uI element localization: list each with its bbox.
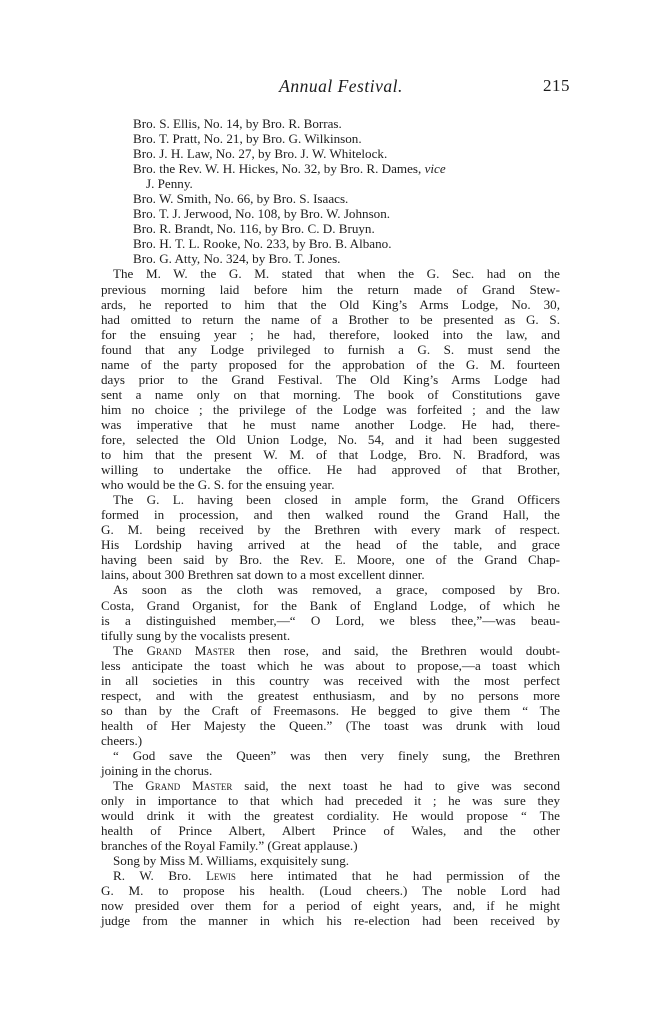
small-caps-name: Grand Master (146, 642, 235, 658)
line-prefix: The (113, 642, 147, 658)
text-line: to him that the present W. M. of that Lodge, Bro. N. Bradford, was (101, 447, 560, 463)
text-line: branches of the Royal Family.” (Great applause.) (101, 838, 358, 854)
line-prefix: R. W. Bro. (113, 868, 206, 884)
text-line: name of the party proposed for the approbation of the G. M. fourteen (101, 356, 560, 372)
body-text (101, 116, 560, 929)
text-line: only in importance to that which had preceded it ; he was sure they (101, 793, 560, 809)
text-line: joining in the chorus. (101, 763, 213, 779)
text-line: had omitted to return the name of a Brother to be presented as G. S. (101, 311, 560, 327)
text-line: ards, he reported to him that the Old King’s Arms Lodge, No. 30, (101, 296, 560, 312)
text-line: Bro. W. Smith, No. 66, by Bro. S. Isaacs. (133, 191, 349, 207)
text-line: days prior to the Grand Festival. The Old King’s Arms Lodge had (101, 371, 560, 387)
text-line: fore, selected the Old Union Lodge, No. 54, and it had been suggested (101, 431, 560, 447)
text-line: As soon as the cloth was removed, a grace, composed by Bro. (113, 582, 560, 598)
text-line: respect, and with the greatest enthusiasm, and by no persons more (101, 687, 560, 703)
text-line (101, 778, 560, 793)
text-line: was imperative that he must name another Lodge. He had, there- (101, 416, 560, 432)
text-line: less anticipate the toast which he was about to propose,—a toast which (101, 657, 560, 673)
text-line: judge from the manner in which his re-election had been received by (101, 913, 560, 929)
text-line: found that any Lodge privileged to furnish a G. S. must send the (101, 341, 560, 357)
text-line: is a distinguished member,—“ O Lord, we bless thee,”—was beau- (101, 612, 560, 628)
text-line: health of Her Majesty the Queen.” (The toast was drunk with loud (101, 717, 560, 733)
line-rest: here intimated that he had permission of the (235, 868, 561, 884)
text-line (101, 643, 560, 658)
running-title: Annual Festival. (279, 76, 403, 96)
small-caps-name: Grand Master (145, 778, 233, 794)
text-line (101, 868, 560, 883)
text-line: lains, about 300 Brethren sat down to a most excellent dinner. (101, 567, 425, 583)
text-line: who would be the G. S. for the ensuing year. (101, 477, 335, 493)
small-caps-name: Lewis (205, 868, 236, 884)
page-number: 215 (543, 76, 570, 95)
text-line: The M. W. the G. M. stated that when the G. Sec. had on the (113, 266, 560, 282)
line-rest: then rose, and said, the Brethren would doubt- (234, 642, 560, 658)
text-line: Costa, Grand Organist, for the Bank of England Lodge, of which he (101, 597, 560, 613)
text-line: G. M. to propose his health. (Loud cheers.) The noble Lord had (101, 883, 560, 899)
text-line (101, 161, 560, 176)
text-line: Bro. T. Pratt, No. 21, by Bro. G. Wilkinson. (133, 131, 362, 147)
italic-word: vice (424, 161, 446, 177)
text-line: Bro. R. Brandt, No. 116, by Bro. C. D. Bruyn. (133, 221, 375, 237)
line-text: Bro. the Rev. W. H. Hickes, No. 32, by Bro. R. Dames, (133, 161, 425, 177)
line-prefix: The (113, 778, 146, 794)
page-header (112, 76, 570, 102)
text-line: cheers.) (101, 732, 143, 748)
text-line: in all societies in this country was received with the most perfect (101, 672, 560, 688)
text-line: J. Penny. (146, 176, 193, 192)
text-line: Bro. H. T. L. Rooke, No. 233, by Bro. B. Albano. (133, 236, 392, 252)
text-line: G. M. being received by the Brethren with every mark of respect. (101, 522, 560, 538)
text-line: for the ensuing year ; he had, therefore, looked into the law, and (101, 326, 560, 342)
text-line: him no choice ; the privilege of the Lodge was forfeited ; and the law (101, 401, 560, 417)
text-line: Bro. T. J. Jerwood, No. 108, by Bro. W. Johnson. (133, 206, 391, 222)
text-line: Bro. S. Ellis, No. 14, by Bro. R. Borras. (133, 116, 342, 131)
text-line: The G. L. having been closed in ample form, the Grand Officers (113, 492, 560, 508)
text-line: Song by Miss M. Williams, exquisitely sung. (113, 853, 350, 869)
text-line: previous morning laid before him the return made of Grand Stew- (101, 281, 560, 297)
text-line: “ God save the Queen” was then very finely sung, the Brethren (113, 747, 560, 763)
text-line: formed in procession, and then walked round the Grand Hall, the (101, 507, 560, 523)
line-rest: said, the next toast he had to give was second (232, 778, 560, 794)
text-line: having been said by Bro. the Rev. E. Moore, one of the Grand Chap- (101, 552, 560, 568)
text-line: health of Prince Albert, Albert Prince of Wales, and the other (101, 823, 560, 839)
text-line: His Lordship having arrived at the head of the table, and grace (101, 537, 560, 553)
text-line: would drink it with the greatest cordiality. He would propose “ The (101, 808, 560, 824)
text-line: sent a name only on that morning. The book of Constitutions gave (101, 386, 560, 402)
text-line: so than by the Craft of Freemasons. He begged to give them “ The (101, 702, 560, 718)
text-line: willing to undertake the office. He had approved of that Brother, (101, 462, 560, 478)
text-line: now presided over them for a period of eight years, and, if he might (101, 898, 560, 914)
text-line: tifully sung by the vocalists present. (101, 627, 291, 643)
text-line: Bro. J. H. Law, No. 27, by Bro. J. W. Whitelock. (133, 146, 388, 162)
text-line: Bro. G. Atty, No. 324, by Bro. T. Jones. (133, 251, 341, 267)
